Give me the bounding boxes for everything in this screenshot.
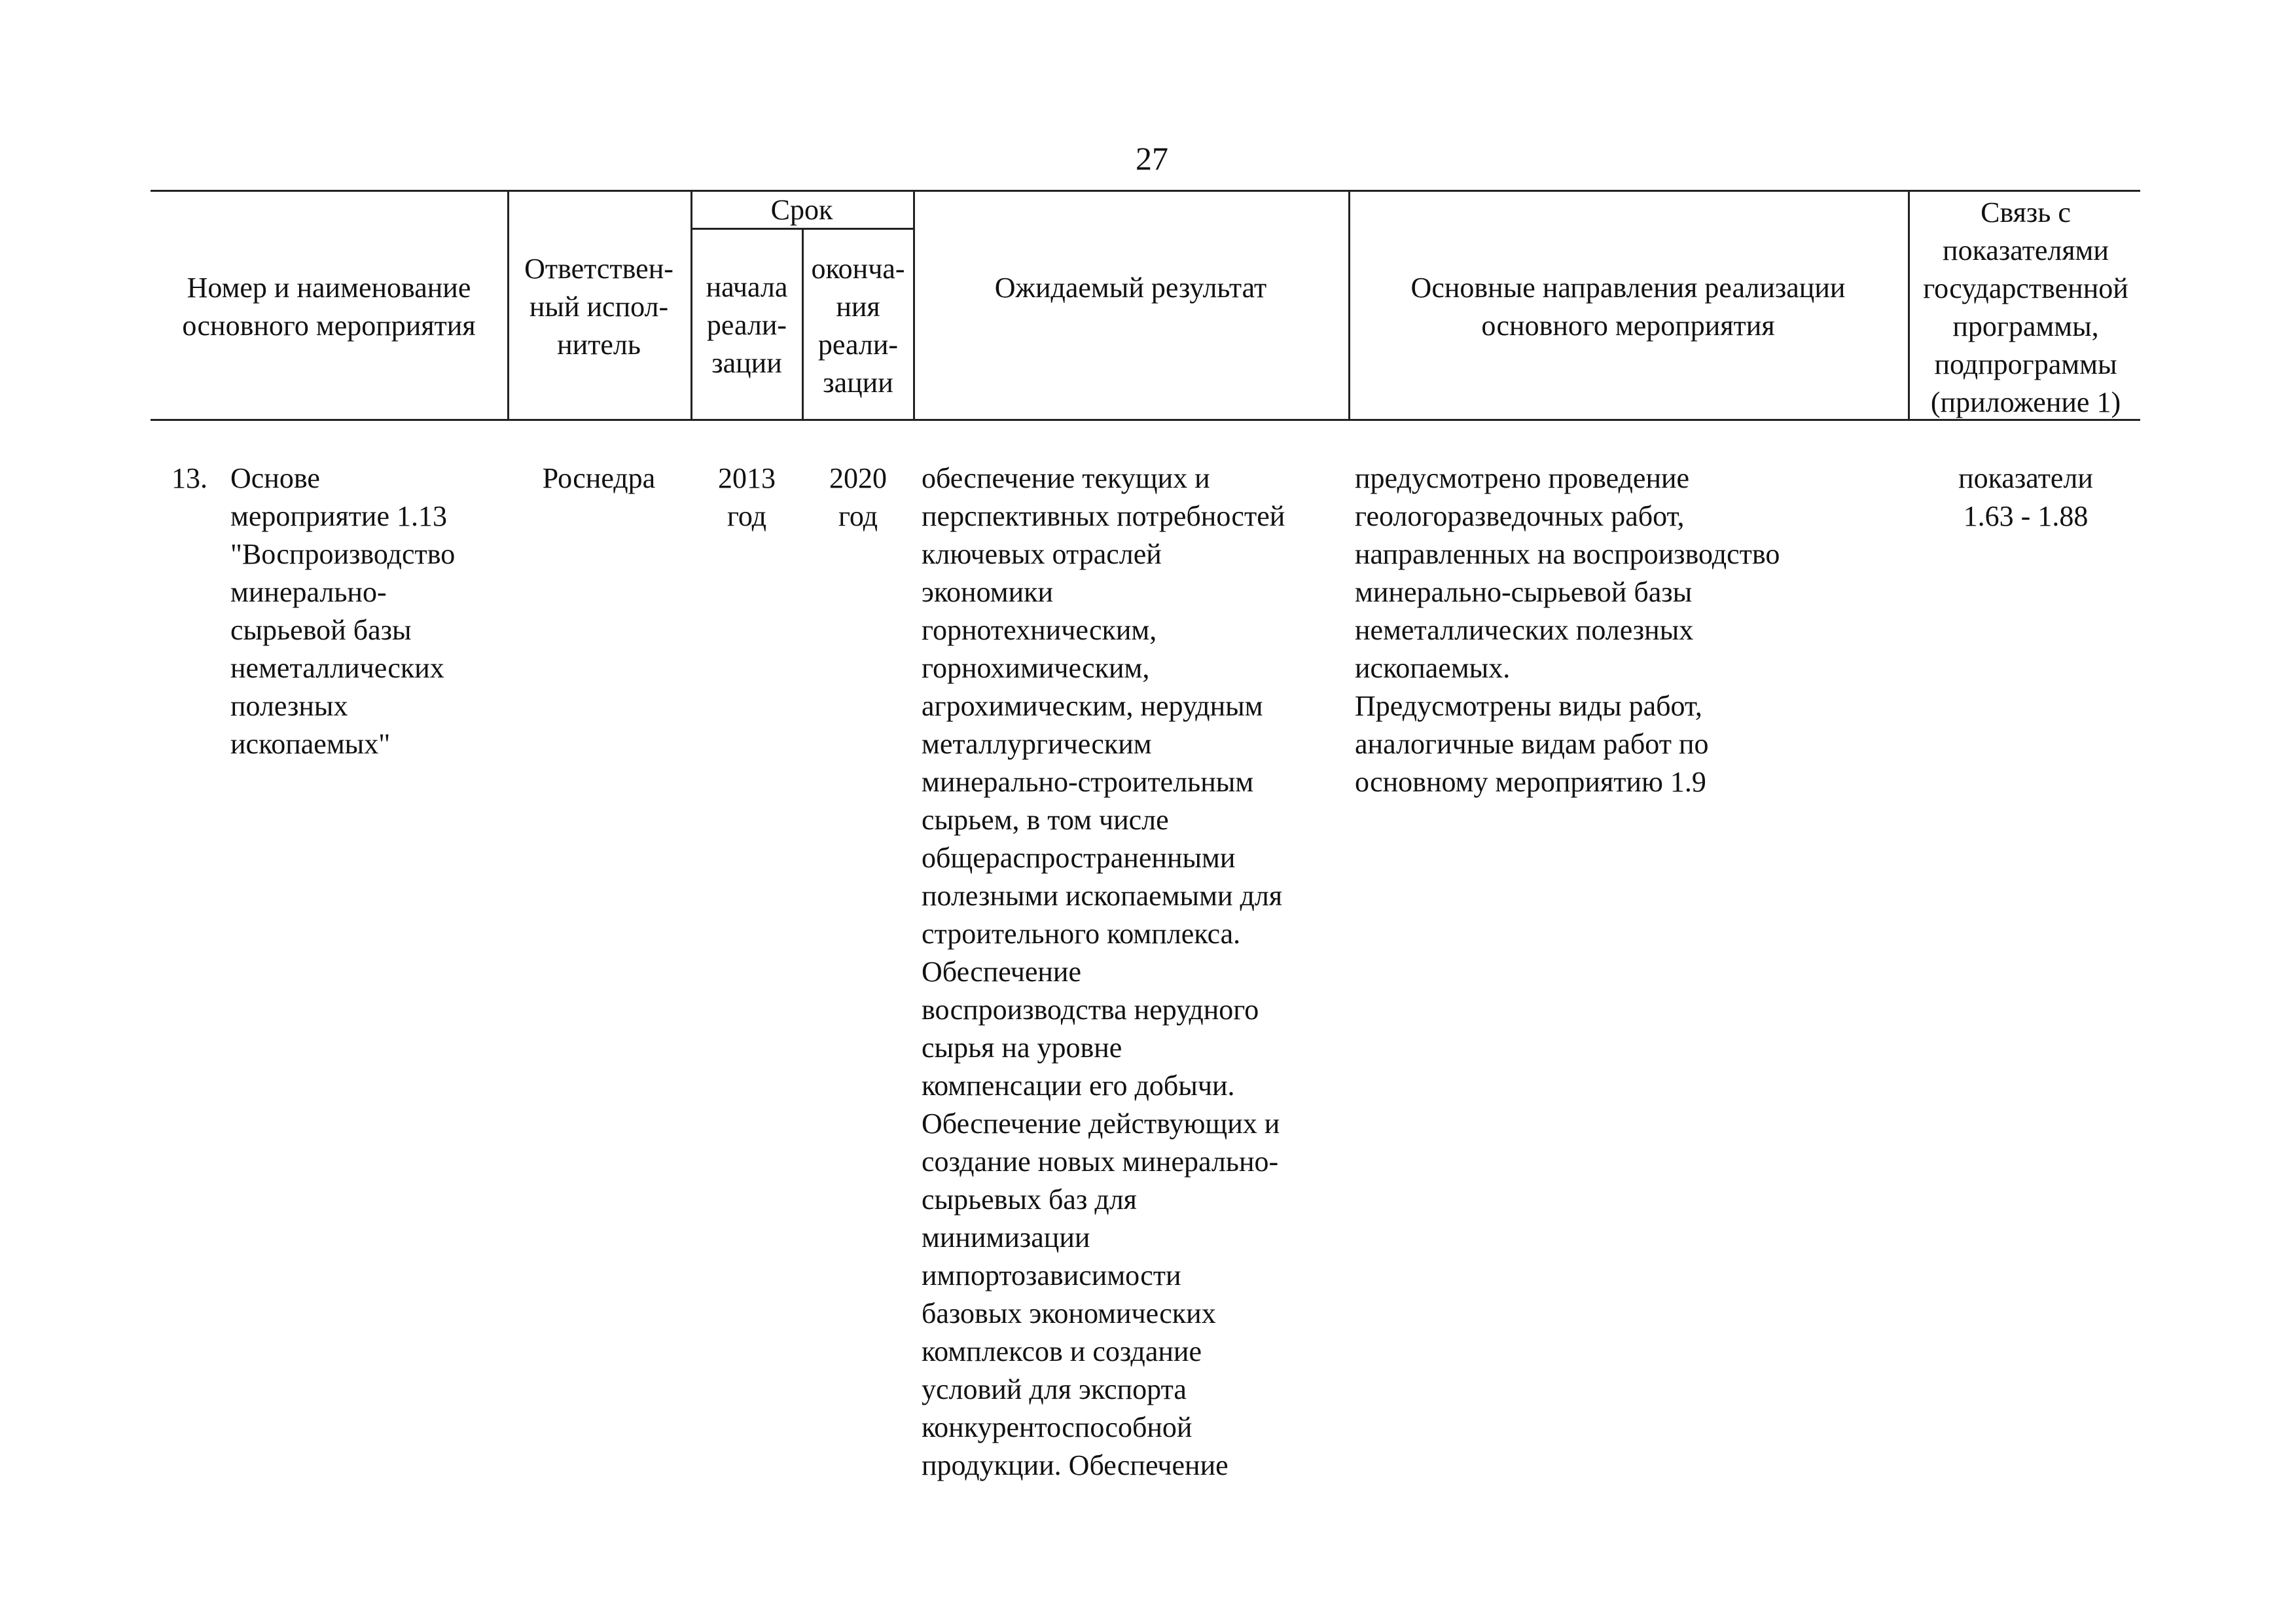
row-link: показатели 1.63 - 1.88 (1958, 462, 2093, 532)
header-divider-4 (913, 190, 915, 419)
header-term: Срок (770, 194, 833, 226)
header-directions: Основные направления реализации основного мероприятия (1410, 272, 1846, 342)
header-executor: Ответствен- ный испол- нитель (524, 253, 673, 361)
header-divider-5 (1348, 190, 1350, 419)
row-name: Основе мероприятие 1.13 "Воспроизводство минерально- сырьевой базы неметаллических полезных ископаемых" (230, 462, 456, 760)
row-executor: Роснедра (542, 462, 656, 494)
row-result: обеспечение текущих и перспективных потребностей ключевых отраслей экономики горнотехническим, горнохимическим, агрохимическим, нерудным металлургическим минерально-строительным сырьем, в том числе общераспространенными полезными ископаемыми для строительного комплекса. Обеспечение воспроизводства нерудного сырья на уровне компенсации его добычи. Обеспечение действующих и создание новых минерально- сырьевых баз для минимизации импортозависимости базовых экономических комплексов и создание условий для экспорта конкурентоспособной продукции. Обеспечение (922, 462, 1285, 1481)
row-directions: предусмотрено проведение геологоразведочных работ, направленных на воспроизводство минерально-сырьевой базы неметаллических полезных ископаемых. Предусмотрены виды работ, аналогичные видам работ по основному мероприятию 1.9 (1355, 462, 1780, 798)
header-divider-6 (1908, 190, 1910, 419)
header-divider-2 (691, 190, 692, 419)
header-end: оконча- ния реали- зации (811, 253, 905, 399)
row-end: 2020 год (829, 462, 887, 532)
row-start: 2013 год (718, 462, 776, 532)
header-start: начала реали- зации (706, 271, 788, 379)
header-name: Номер и наименование основного мероприятия (182, 272, 476, 342)
row-number: 13. (171, 462, 207, 494)
page-number: 27 (1136, 140, 1168, 177)
header-result: Ожидаемый результат (994, 272, 1267, 304)
table-top-rule (151, 190, 2140, 192)
header-bottom-rule (151, 419, 2140, 421)
header-divider-1 (507, 190, 509, 419)
header-link: Связь с показателями государственной программы, подпрограммы (приложение 1) (1923, 196, 2128, 418)
header-divider-3 (802, 228, 804, 419)
